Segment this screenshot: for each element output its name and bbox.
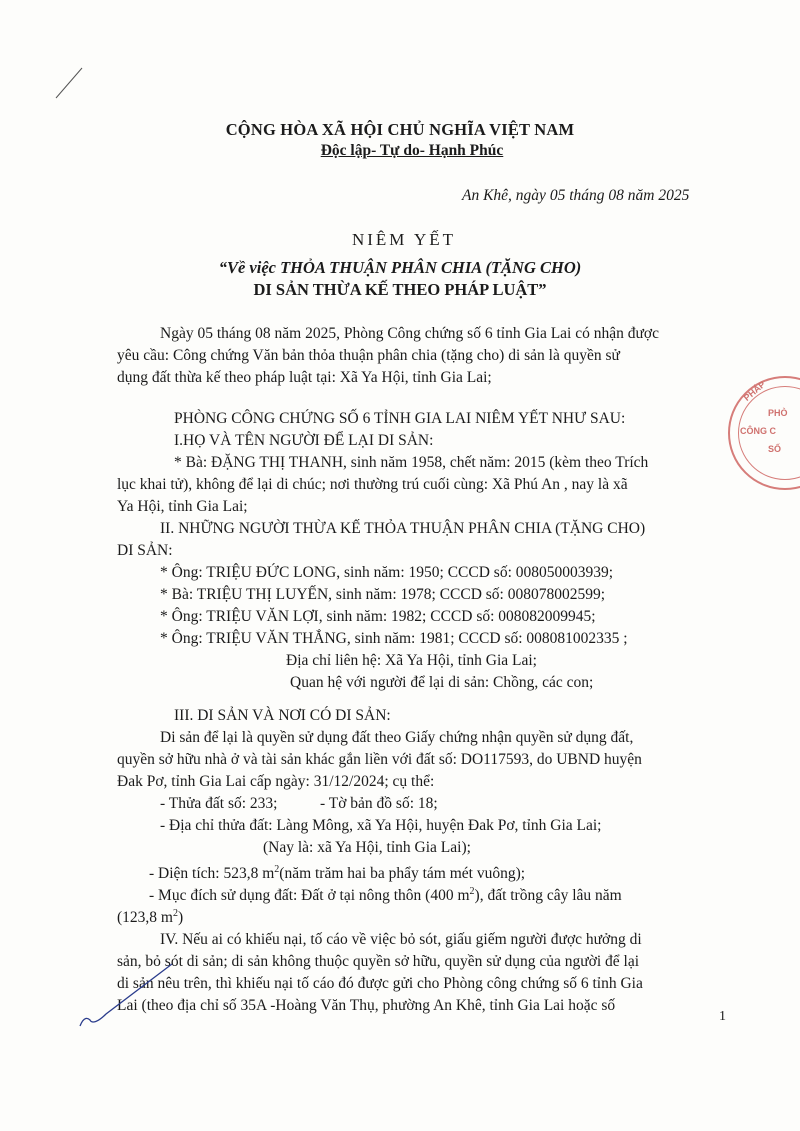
document-subtitle-2: DI SẢN THỪA KẾ THEO PHÁP LUẬT” xyxy=(253,280,547,299)
intro-line: dụng đất thừa kế theo pháp luật tại: Xã Ya Hội, tỉnh Gia Lai; xyxy=(117,369,492,386)
section-4-line: di sản nêu trên, thì khiếu nại tố cáo đó được gửi cho Phòng công chứng số 6 tỉnh Gia xyxy=(117,975,643,992)
document-title: NIÊM YẾT xyxy=(351,230,457,249)
superscript: 2 xyxy=(469,886,475,897)
page-number: 1 xyxy=(719,1009,726,1024)
section-4-line: Lai (theo địa chỉ số 35A -Hoàng Văn Thụ, phường An Khê, tỉnh Gia Lai hoặc số xyxy=(117,997,616,1014)
land-purpose-prefix: - Mục đích sử dụng đất: Đất ở tại nông thôn (400 m xyxy=(149,887,470,905)
heir-line: * Ông: TRIỆU VĂN THẮNG, sinh năm: 1981; CCCD số: 008081002335 ; xyxy=(160,630,628,647)
estate-line: Đak Pơ, tỉnh Gia Lai cấp ngày: 31/12/2024; cụ thể: xyxy=(117,773,435,790)
parcel-area-suffix: (năm trăm hai ba phẩy tám mét vuông); xyxy=(279,865,526,883)
section-3-heading: III. DI SẢN VÀ NƠI CÓ DI SẢN: xyxy=(174,707,391,724)
land-purpose-suffix: ), đất trồng cây lâu năm xyxy=(474,887,622,905)
heir-line: * Ông: TRIỆU VĂN LỢI, sinh năm: 1982; CCCD số: 008082009945; xyxy=(160,608,596,625)
signature-stroke-mark xyxy=(76,960,176,1032)
parcel-address: - Địa chỉ thửa đất: Làng Mông, xã Ya Hội, huyện Đak Pơ, tỉnh Gia Lai; xyxy=(160,817,602,834)
intro-line: Ngày 05 tháng 08 năm 2025, Phòng Công chứng số 6 tỉnh Gia Lai có nhận được xyxy=(160,325,659,342)
land-purpose-cont-prefix: (123,8 m xyxy=(117,909,173,927)
heir-line: * Bà: TRIỆU THỊ LUYẾN, sinh năm: 1978; CCCD số: 008078002599; xyxy=(160,586,606,603)
parcel-area xyxy=(149,860,525,884)
intro-line: yêu cầu: Công chứng Văn bản thỏa thuận phân chia (tặng cho) di sản là quyền sử xyxy=(117,347,620,364)
seal-text: SỐ xyxy=(768,444,782,454)
seal-text: PHÒ xyxy=(768,408,788,418)
section-2-heading-cont: DI SẢN: xyxy=(117,542,173,559)
superscript: 2 xyxy=(172,908,178,919)
parcel-address-now: (Nay là: xã Ya Hội, tỉnh Gia Lai); xyxy=(263,839,471,856)
map-sheet-number: - Tờ bản đồ số: 18; xyxy=(320,795,438,812)
section-4-line: IV. Nếu ai có khiếu nại, tố cáo về việc bỏ sót, giấu giếm người được hưởng di xyxy=(160,931,642,948)
superscript: 2 xyxy=(274,864,280,875)
announce-heading: PHÒNG CÔNG CHỨNG SỐ 6 TỈNH GIA LAI NIÊM YẾT NHƯ SAU: xyxy=(174,410,626,427)
country-heading: CỘNG HÒA XÃ HỘI CHỦ NGHĨA VIỆT NAM xyxy=(225,120,575,139)
red-seal-stamp xyxy=(728,376,800,490)
deceased-line: lục khai tử), không để lại di chúc; nơi thường trú cuối cùng: Xã Phú An , nay là xã xyxy=(117,476,628,493)
land-purpose xyxy=(149,882,622,906)
heir-line: * Ông: TRIỆU ĐỨC LONG, sinh năm: 1950; CCCD số: 008050003939; xyxy=(160,564,614,581)
parcel-number: - Thửa đất số: 233; xyxy=(160,795,278,812)
seal-text: PHÁP xyxy=(741,379,768,403)
estate-line: quyền sở hữu nhà ở và tài sản khác gắn liền với đất số: DO117593, do UBND huyện xyxy=(117,751,642,768)
motto-heading: Độc lập- Tự do- Hạnh Phúc xyxy=(320,142,504,159)
deceased-line: * Bà: ĐẶNG THỊ THANH, sinh năm 1958, chết năm: 2015 (kèm theo Trích xyxy=(174,454,649,471)
section-1-heading: I.HỌ VÀ TÊN NGƯỜI ĐỂ LẠI DI SẢN: xyxy=(174,432,434,449)
estate-line: Di sản để lại là quyền sử dụng đất theo Giấy chứng nhận quyền sử dụng đất, xyxy=(160,729,634,746)
seal-text: CÔNG C xyxy=(740,426,776,436)
section-4-line: sản, bỏ sót di sản; di sản không thuộc quyền sở hữu, quyền sử dụng của người để lại xyxy=(117,953,640,970)
land-purpose-cont xyxy=(117,904,183,928)
land-purpose-cont-suffix: ) xyxy=(177,909,184,927)
date-place: An Khê, ngày 05 tháng 08 năm 2025 xyxy=(462,187,690,204)
heirs-relation: Quan hệ với người để lại di sản: Chồng, các con; xyxy=(290,674,594,691)
heirs-address: Địa chỉ liên hệ: Xã Ya Hội, tỉnh Gia Lai; xyxy=(286,652,537,669)
document-subtitle-1: “Về việc THỎA THUẬN PHÂN CHIA (TẶNG CHO) xyxy=(218,258,582,277)
section-2-heading: II. NHỮNG NGƯỜI THỪA KẾ THỎA THUẬN PHÂN CHIA (TẶNG CHO) xyxy=(160,520,646,537)
pen-stroke-mark xyxy=(50,62,90,102)
deceased-line: Ya Hội, tỉnh Gia Lai; xyxy=(117,498,248,515)
parcel-area-prefix: - Diện tích: 523,8 m xyxy=(149,865,275,883)
